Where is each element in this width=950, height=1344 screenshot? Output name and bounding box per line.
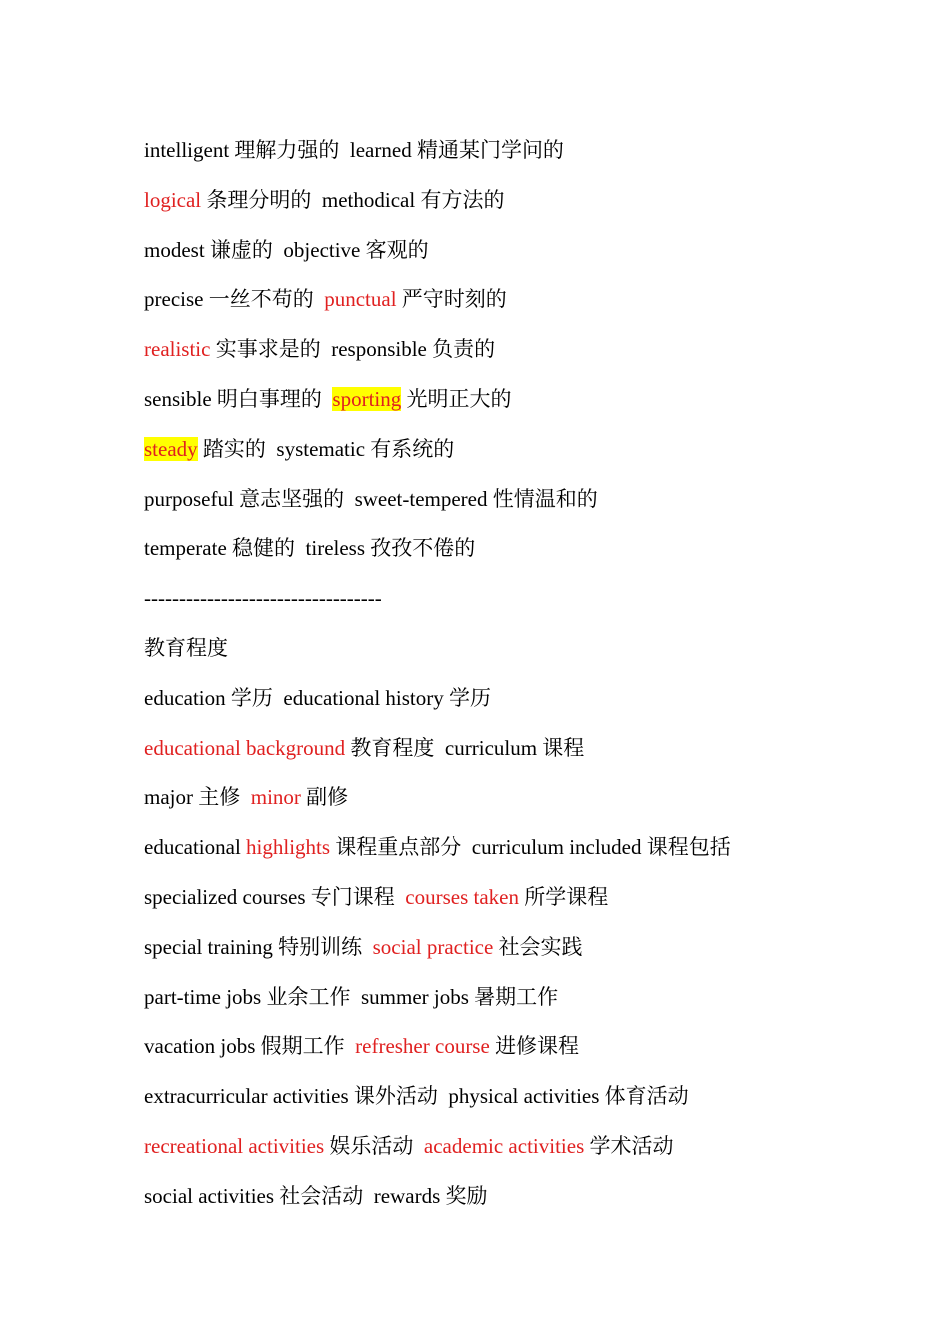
document-line (144, 1172, 904, 1222)
emphasized-term: social practice (372, 934, 494, 959)
line-text: precise 一丝不苟的 (144, 287, 325, 312)
document-line (144, 674, 904, 724)
line-text: 副修 (300, 785, 349, 810)
emphasized-term: courses taken (405, 884, 519, 909)
line-text: 踏实的 systematic 有系统的 (197, 436, 455, 461)
document-line (144, 1072, 904, 1122)
line-text: major 主修 (144, 785, 251, 810)
line-text: ---------------------------------- (144, 586, 382, 611)
document-line (144, 1122, 904, 1172)
document-line (144, 873, 904, 923)
line-text: 社会实践 (493, 934, 583, 959)
line-text: specialized courses 专门课程 (144, 884, 406, 909)
document-line (144, 724, 904, 774)
line-text: 条理分明的 methodical 有方法的 (201, 187, 505, 212)
highlighted-term: steady (144, 436, 198, 461)
line-text: temperate 稳健的 tireless 孜孜不倦的 (144, 536, 476, 561)
line-text: extracurricular activities 课外活动 physical activities 体育活动 (144, 1084, 689, 1109)
line-text: 学术活动 (584, 1133, 674, 1158)
document-line (144, 524, 904, 574)
line-text: 所学课程 (518, 884, 609, 909)
line-text: 娱乐活动 (324, 1133, 424, 1158)
document-line (144, 475, 904, 525)
line-text: intelligent 理解力强的 learned 精通某门学问的 (144, 138, 564, 162)
line-text: special training 特别训练 (144, 934, 373, 959)
line-text: sensible 明白事理的 (144, 386, 333, 411)
document-line (144, 375, 904, 425)
document-line (144, 823, 904, 873)
line-text: education 学历 educational history 学历 (144, 685, 492, 710)
document-line (144, 923, 904, 973)
line-text: social activities 社会活动 rewards 奖励 (144, 1183, 488, 1208)
line-text: purposeful 意志坚强的 sweet-tempered 性情温和的 (144, 486, 598, 511)
document-line (144, 425, 904, 475)
document-line (144, 176, 904, 226)
emphasized-term: academic activities (423, 1133, 585, 1158)
document-line (144, 624, 904, 674)
line-text: 教育程度 curriculum 课程 (345, 735, 585, 760)
document-line (144, 275, 904, 325)
line-text: 课程重点部分 curriculum included 课程包括 (330, 835, 731, 860)
emphasized-term: refresher course (355, 1034, 490, 1059)
document-line (144, 773, 904, 823)
document-line (144, 126, 904, 176)
emphasized-term: highlights (246, 835, 331, 860)
emphasized-term: punctual (324, 287, 397, 312)
emphasized-term: recreational activities (144, 1133, 325, 1158)
line-text: 教育程度 (144, 635, 228, 660)
emphasized-term: educational background (144, 735, 346, 760)
line-text: vacation jobs 假期工作 (144, 1034, 356, 1059)
line-text: 实事求是的 responsible 负责的 (210, 337, 496, 362)
document-line (144, 325, 904, 375)
line-text: 光明正大的 (401, 386, 512, 411)
line-text: modest 谦虚的 objective 客观的 (144, 237, 429, 262)
document-line (144, 1022, 904, 1072)
emphasized-term: minor (250, 785, 301, 810)
line-text: educational (144, 835, 247, 860)
document-line (144, 226, 904, 276)
document-line (144, 973, 904, 1023)
line-text: 进修课程 (489, 1034, 580, 1059)
emphasized-term: logical (144, 187, 202, 212)
line-text: 严守时刻的 (396, 287, 507, 312)
line-text: part-time jobs 业余工作 summer jobs 暑期工作 (144, 984, 559, 1009)
highlighted-term: sporting (332, 386, 402, 411)
document-page (144, 126, 904, 1222)
emphasized-term: realistic (144, 337, 211, 362)
document-line (144, 574, 904, 624)
